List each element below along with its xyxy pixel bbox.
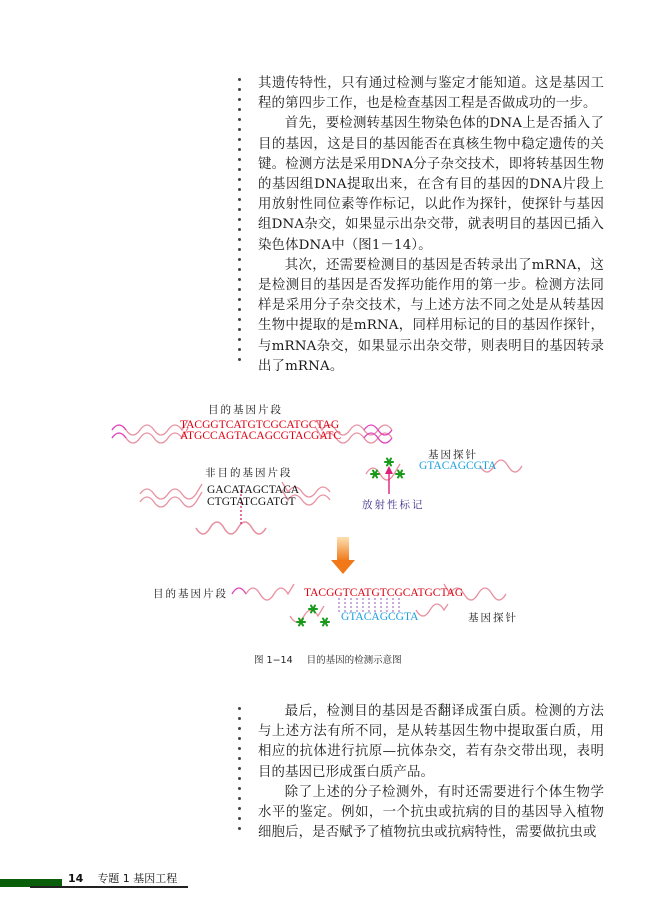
page-footer xyxy=(68,870,177,886)
margin-dot xyxy=(238,118,241,121)
margin-dot xyxy=(238,148,241,151)
margin-dot xyxy=(238,757,241,760)
margin-dot xyxy=(238,168,241,171)
target-fragment-label: 目的基因片段 xyxy=(208,404,283,416)
margin-dot xyxy=(238,268,241,271)
margin-dot xyxy=(238,308,241,311)
margin-dot xyxy=(238,707,241,710)
paragraph: 最后，检测目的基因是否翻译成蛋白质。检测的方法与上述方法有所不同，是从转基因生物中提取蛋白质，用相应的抗体进行抗原—抗体杂交，若有杂交带出现，表明目的基因已形成蛋白质产品。 xyxy=(258,704,604,780)
margin-dot xyxy=(238,108,241,111)
margin-dot xyxy=(238,288,241,291)
margin-dot xyxy=(238,358,241,361)
margin-dot xyxy=(238,328,241,331)
top-text-block xyxy=(258,74,604,377)
margin-dot xyxy=(238,248,241,251)
down-arrow-icon xyxy=(331,537,355,574)
margin-dot xyxy=(238,777,241,780)
margin-dot xyxy=(238,318,241,321)
margin-dot xyxy=(238,98,241,101)
margin-dot xyxy=(238,717,241,720)
target-seq-top: TACGGTCATGTCGCATGCTAG xyxy=(180,419,340,431)
nontarget-seq-top: GACATAGCTACA xyxy=(207,484,300,496)
margin-dot xyxy=(238,88,241,91)
margin-dot xyxy=(238,807,241,810)
margin-dot xyxy=(238,158,241,161)
nontarget-fragment-label: 非目的基因片段 xyxy=(205,467,293,479)
margin-dot xyxy=(238,767,241,770)
margin-dot xyxy=(238,228,241,231)
footer-rule xyxy=(30,886,188,888)
margin-dot xyxy=(238,128,241,131)
bottom-text-block xyxy=(258,702,604,843)
target-seq-bottom: ATGCCAGTACAGCGTACGATC xyxy=(180,430,342,442)
result-probe-label: 基因探针 xyxy=(468,612,518,624)
margin-dots-bottom xyxy=(238,707,244,835)
probe-label: 基因探针 xyxy=(428,449,478,461)
result-target-seq: TACGGTCATGTCGCATGCTAG xyxy=(304,587,464,599)
hybridization-bonds xyxy=(339,598,399,612)
margin-dot xyxy=(238,817,241,820)
margin-dot xyxy=(238,218,241,221)
margin-dot xyxy=(238,348,241,351)
paragraph: 首先，要检测转基因生物染色体的DNA上是否插入了目的基因，这是目的基因能否在真核生物中稳定遗传的关键。检测方法是采用DNA分子杂交技术，即将转基因生物的基因组DNA提取出来，在含有目的基因的DNA片段上用放射性同位素等作标记，以此作为探针，使探针与基因组DNA杂交，如果显示出杂交带，就表明目的基因已插入染色体DNA中（图1－14）。 xyxy=(258,116,604,253)
margin-dot xyxy=(238,298,241,301)
margin-dot xyxy=(238,78,241,81)
nontarget-seq-bottom: CTGTATCGATGT xyxy=(207,496,296,508)
margin-dot xyxy=(238,737,241,740)
probe-seq: GTACAGCGTA xyxy=(419,460,497,472)
margin-dot xyxy=(238,727,241,730)
margin-dot xyxy=(238,278,241,281)
margin-dot xyxy=(238,797,241,800)
result-radioactive-marker-icons xyxy=(297,606,329,626)
margin-dot xyxy=(238,188,241,191)
radioactive-label: 放射性标记 xyxy=(362,499,425,511)
margin-dot xyxy=(238,208,241,211)
margin-dot xyxy=(238,178,241,181)
margin-dot xyxy=(238,827,241,830)
margin-dots-top xyxy=(238,78,244,363)
figure-caption xyxy=(254,652,402,666)
margin-dot xyxy=(238,787,241,790)
figure-number: 图 1−14 xyxy=(254,655,293,666)
result-target-label: 目的基因片段 xyxy=(153,588,228,600)
margin-dot xyxy=(238,138,241,141)
margin-dot xyxy=(238,198,241,201)
margin-dot xyxy=(238,258,241,261)
margin-dot xyxy=(238,238,241,241)
paragraph: 其遗传特性，只有通过检测与鉴定才能知道。这是基因工程的第四步工作，也是检查基因工程是否做成功的一步。 xyxy=(258,76,604,112)
figure-caption-text: 目的基因的检测示意图 xyxy=(306,655,402,666)
page-number: 14 xyxy=(68,872,84,885)
radioactive-marker-icons xyxy=(371,459,404,478)
paragraph: 其次，还需要检测目的基因是否转录出了mRNA，这是检测目的基因是否发挥功能作用的第一步。检测方法同样是采用分子杂交技术，与上述方法不同之处是从转基因生物中提取的是mRNA，同样用标记的目的基因作探针，与mRNA杂交，如果显示出杂交带，则表明目的基因转录出了mRNA。 xyxy=(258,257,604,374)
margin-dot xyxy=(238,747,241,750)
paragraph: 除了上述的分子检测外，有时还需要进行个体生物学水平的鉴定。例如，一个抗虫或抗病的目的基因导入植物细胞后，是否赋予了植物抗虫或抗病特性，需要做抗虫或 xyxy=(258,784,604,841)
margin-dot xyxy=(238,338,241,341)
running-title: 专题 1 基因工程 xyxy=(97,872,178,885)
figure-dna-hybridization xyxy=(0,390,650,670)
result-probe-seq: GTACAGCGTA xyxy=(341,611,419,623)
